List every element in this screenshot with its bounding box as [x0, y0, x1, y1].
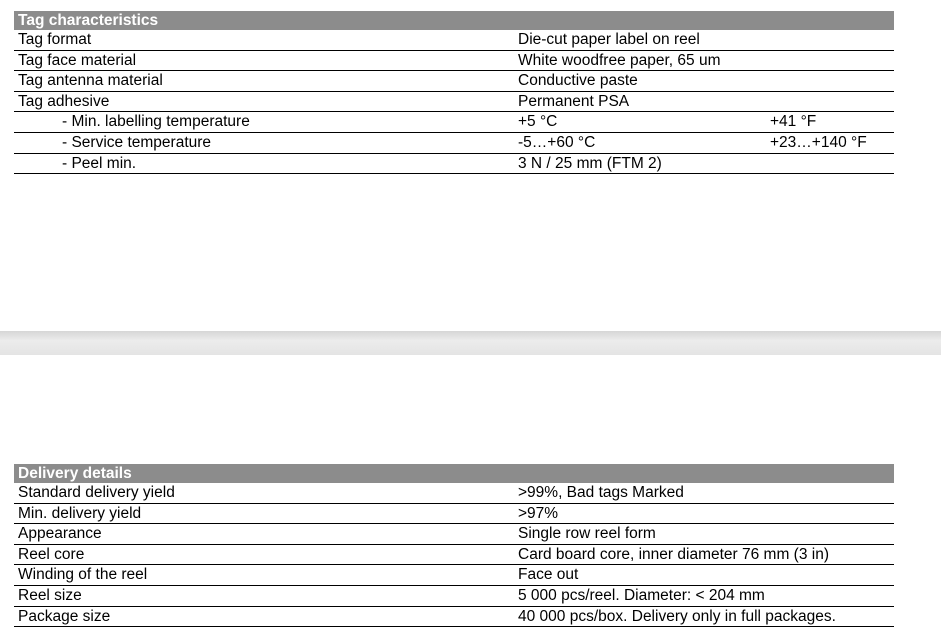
row-value: 5 000 pcs/reel. Diameter: < 204 mm	[518, 586, 765, 604]
row-label: Standard delivery yield	[18, 484, 175, 501]
row-label: - Min. labelling temperature	[62, 113, 250, 131]
row-value-fahrenheit: +23…+140 °F	[770, 133, 867, 151]
row-value: -5…+60 °C	[518, 133, 596, 151]
row-label: Reel core	[18, 545, 85, 563]
row-value: >99%, Bad tags Marked	[518, 484, 684, 501]
row-label: Winding of the reel	[18, 566, 148, 584]
table-row	[14, 504, 894, 525]
table-row	[14, 483, 894, 504]
row-value-fahrenheit: +41 °F	[770, 113, 817, 131]
table-row	[14, 51, 894, 72]
table-row	[14, 71, 894, 92]
delivery-details-table	[14, 464, 894, 627]
row-label: Tag format	[18, 31, 92, 48]
row-value: Conductive paste	[518, 72, 638, 90]
row-label: Reel size	[18, 586, 82, 604]
delivery-details-header: Delivery details	[14, 464, 894, 483]
row-value: Face out	[518, 566, 579, 584]
table-row	[14, 30, 894, 51]
row-value: Single row reel form	[518, 525, 656, 543]
row-value: Die-cut paper label on reel	[518, 31, 700, 48]
row-label: Min. delivery yield	[18, 504, 142, 522]
row-label: Tag face material	[18, 51, 137, 69]
table-row	[14, 545, 894, 566]
table-row	[14, 92, 894, 113]
row-value: White woodfree paper, 65 um	[518, 51, 721, 69]
row-value: >97%	[518, 504, 559, 522]
table-row	[14, 524, 894, 545]
table-row	[14, 154, 894, 175]
row-label: Tag adhesive	[18, 92, 110, 110]
table-row	[14, 133, 894, 154]
row-label: Tag antenna material	[18, 72, 163, 90]
tag-characteristics-header: Tag characteristics	[14, 11, 894, 30]
row-label: Package size	[18, 607, 111, 625]
table-row	[14, 607, 894, 628]
tag-characteristics-table	[14, 11, 894, 174]
row-value: Card board core, inner diameter 76 mm (3 in)	[518, 545, 829, 563]
row-label: Appearance	[18, 525, 102, 543]
row-value: +5 °C	[518, 113, 558, 131]
table-row	[14, 586, 894, 607]
table-row	[14, 112, 894, 133]
table-row	[14, 565, 894, 586]
page-separator	[0, 331, 941, 355]
row-label: - Peel min.	[62, 154, 137, 172]
row-value: 3 N / 25 mm (FTM 2)	[518, 154, 662, 172]
row-value: Permanent PSA	[518, 92, 630, 110]
row-label: - Service temperature	[62, 133, 212, 151]
row-value: 40 000 pcs/box. Delivery only in full packages.	[518, 607, 836, 625]
